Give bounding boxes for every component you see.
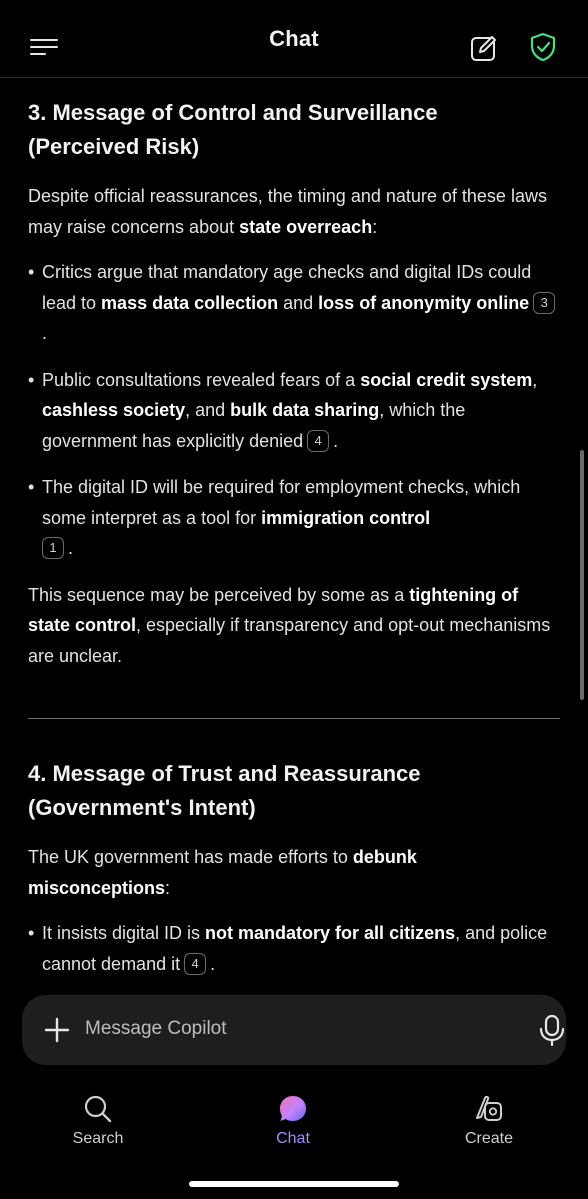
list-item: • It insists digital ID is not mandatory for all citizens, and police cannot demand it 4 .	[28, 923, 548, 974]
nav-search[interactable]	[38, 1090, 158, 1152]
nav-search-label: Search	[72, 1130, 124, 1147]
list-item: • The digital ID will be required for employment checks, which some interpret as a tool for immigration control 1 .	[28, 477, 521, 558]
home-indicator[interactable]	[189, 1181, 399, 1187]
scrollbar[interactable]	[580, 450, 584, 700]
compose-icon[interactable]	[470, 34, 498, 62]
nav-chat-label: Chat	[276, 1130, 310, 1147]
paragraph: Despite official reassurances, the timing and nature of these laws may raise concerns about state overreach:	[28, 186, 547, 237]
top-bar	[0, 0, 588, 78]
message-placeholder: Message Copilot	[85, 1018, 227, 1039]
list-item: • Critics argue that mandatory age checks and digital IDs could lead to mass data collection and loss of anonymity online 3.	[28, 257, 560, 349]
search-icon	[83, 1094, 113, 1124]
shield-check-icon[interactable]	[529, 32, 557, 62]
nav-create-label: Create	[464, 1130, 514, 1147]
page-title: Chat	[269, 25, 319, 51]
nav-chat[interactable]	[233, 1090, 353, 1152]
microphone-icon[interactable]	[538, 1014, 566, 1046]
message-input[interactable]	[22, 995, 566, 1065]
citation-badge[interactable]: 3	[533, 292, 555, 314]
citation-badge[interactable]: 4	[184, 953, 206, 975]
copilot-chat-icon	[278, 1094, 308, 1124]
section-heading: 3. Message of Control and Surveillance (Perceived Risk)	[28, 100, 438, 159]
section-heading: 4. Message of Trust and Reassurance (Government's Intent)	[28, 761, 421, 820]
paragraph: The UK government has made efforts to debunk misconceptions:	[28, 847, 417, 898]
citation-badge[interactable]: 4	[307, 430, 329, 452]
chat-message-content[interactable]	[28, 78, 560, 990]
create-icon	[474, 1094, 504, 1124]
nav-create[interactable]	[429, 1090, 549, 1152]
citation-badge[interactable]: 1	[42, 537, 64, 559]
hamburger-menu-icon[interactable]	[30, 37, 58, 59]
list-item: • Public consultations revealed fears of a social credit system, cashless society, and bulk data sharing, which the government has explicitly denied 4 .	[28, 369, 538, 451]
paragraph: This sequence may be perceived by some as a tightening of state control, especially if transparency and opt-out mechanisms are unclear.	[28, 584, 551, 666]
plus-icon[interactable]	[44, 1017, 70, 1043]
